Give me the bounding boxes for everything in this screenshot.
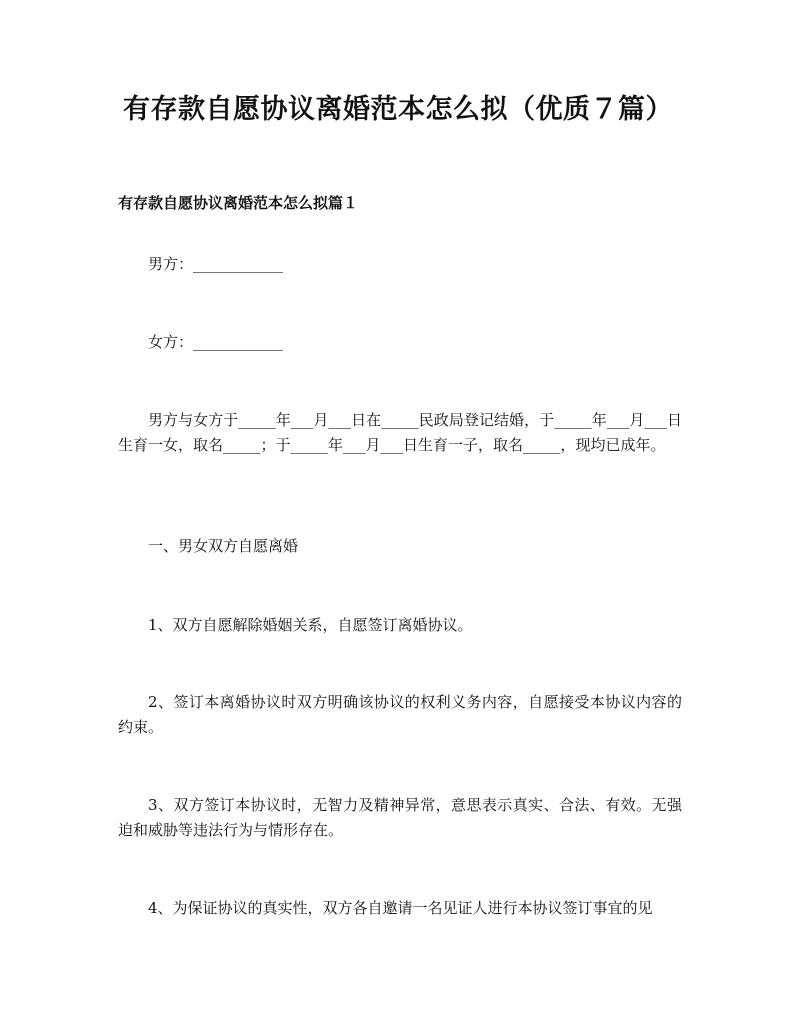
clause-3: 3、双方签订本协议时，无智力及精神异常，意思表示真实、合法、有效。无强迫和威胁等违法行为与情形存在。 [118, 796, 682, 839]
section-heading-1: 一、男女双方自愿离婚 [148, 537, 299, 555]
clause-2: 2、签订本离婚协议时双方明确该协议的权利义务内容，自愿接受本协议内容的约束。 [118, 693, 682, 736]
marriage-info-paragraph: 男方与女方于_____年___月___日在_____民政局登记结婚，于_____年___月___日生育一女，取名_____；于_____年___月___日生育一子，取名_____，现均已成年。 [118, 411, 682, 454]
wife-line: 女方：____________ [148, 333, 284, 351]
husband-line: 男方：____________ [148, 255, 284, 273]
section-heading: 有存款自愿协议离婚范本怎么拟篇１ [118, 194, 359, 212]
clause-4: 4、为保证协议的真实性，双方各自邀请一名见证人进行本协议签订事宜的见 [148, 899, 653, 917]
clause-1: 1、双方自愿解除婚姻关系，自愿签订离婚协议。 [148, 616, 473, 634]
document-title: 有存款自愿协议离婚范本怎么拟（优质７篇） [123, 94, 673, 125]
